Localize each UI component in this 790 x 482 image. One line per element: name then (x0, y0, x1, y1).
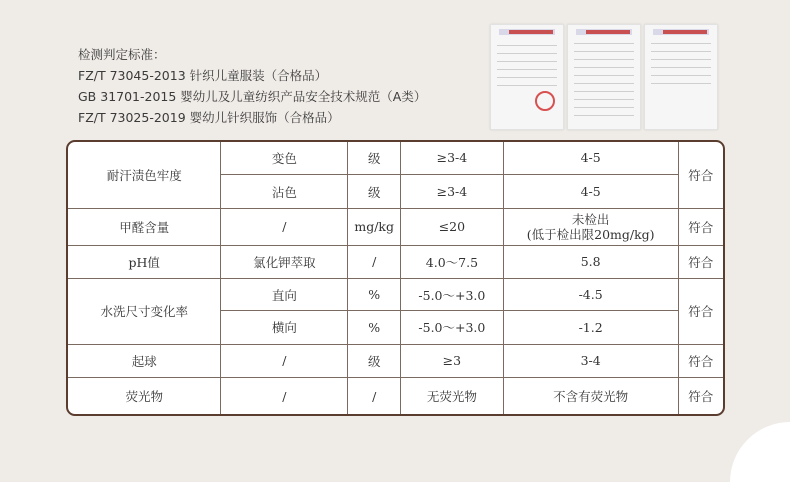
result-cell: 4-5 (503, 174, 678, 208)
verdict-cell: 符合 (678, 209, 723, 245)
item-cell: pH值 (68, 245, 221, 278)
table-row (68, 209, 723, 245)
sub-item-cell: 横向 (221, 311, 348, 344)
unit-cell: % (348, 311, 401, 344)
result-cell: -1.2 (503, 311, 678, 344)
unit-cell: % (348, 278, 401, 310)
table-row (68, 278, 723, 310)
unit-cell: mg/kg (348, 209, 401, 245)
unit-cell: 级 (348, 174, 401, 208)
result-cell: -4.5 (503, 278, 678, 310)
result-cell: 3-4 (503, 344, 678, 377)
sub-item-cell: / (221, 378, 348, 414)
seal-icon (535, 91, 555, 111)
item-cell: 水洗尺寸变化率 (68, 278, 221, 344)
sub-item-cell: / (221, 344, 348, 377)
unit-cell: / (348, 378, 401, 414)
table-row (68, 245, 723, 278)
report-thumbnail[interactable] (644, 24, 718, 130)
standard-cell: ≥3 (401, 344, 504, 377)
table-row (68, 142, 723, 174)
standard-line: GB 31701-2015 婴幼儿及儿童纺织产品安全技术规范（A类） (78, 89, 427, 104)
table-row (68, 344, 723, 377)
standard-line: FZ/T 73025-2019 婴幼儿针织服饰（合格品） (78, 110, 340, 125)
sub-item-cell: / (221, 209, 348, 245)
standard-line: FZ/T 73045-2013 针织儿童服装（合格品） (78, 68, 328, 83)
standard-cell: 无荧光物 (401, 378, 504, 414)
sub-item-cell: 沾色 (221, 174, 348, 208)
unit-cell: / (348, 245, 401, 278)
sub-item-cell: 氯化钾萃取 (221, 245, 348, 278)
item-cell: 荧光物 (68, 378, 221, 414)
report-thumbnail[interactable] (567, 24, 641, 130)
test-results-table (66, 140, 725, 416)
standards-block (78, 44, 426, 128)
report-thumbnail[interactable] (490, 24, 564, 130)
result-cell (503, 209, 678, 245)
item-cell: 耐汗渍色牢度 (68, 142, 221, 209)
standard-cell: ≤20 (401, 209, 504, 245)
sub-item-cell: 直向 (221, 278, 348, 310)
verdict-cell: 符合 (678, 245, 723, 278)
result-line: 未检出 (571, 211, 610, 227)
standard-cell: ≥3-4 (401, 174, 504, 208)
result-cell: 不含有荧光物 (503, 378, 678, 414)
item-cell: 甲醛含量 (68, 209, 221, 245)
item-cell: 起球 (68, 344, 221, 377)
standards-heading: 检测判定标准： (78, 47, 166, 62)
result-cell: 4-5 (503, 142, 678, 174)
standard-cell: ≥3-4 (401, 142, 504, 174)
report-thumbnails (490, 24, 715, 128)
sub-item-cell: 变色 (221, 142, 348, 174)
standard-cell: 4.0～7.5 (401, 245, 504, 278)
verdict-cell: 符合 (678, 142, 723, 209)
result-cell: 5.8 (503, 245, 678, 278)
unit-cell: 级 (348, 142, 401, 174)
table-row (68, 378, 723, 414)
verdict-cell: 符合 (678, 278, 723, 344)
verdict-cell: 符合 (678, 344, 723, 377)
unit-cell: 级 (348, 344, 401, 377)
standard-cell: -5.0～+3.0 (401, 278, 504, 310)
result-note: (低于检出限20mg/kg) (526, 226, 655, 242)
standard-cell: -5.0～+3.0 (401, 311, 504, 344)
verdict-cell: 符合 (678, 378, 723, 414)
